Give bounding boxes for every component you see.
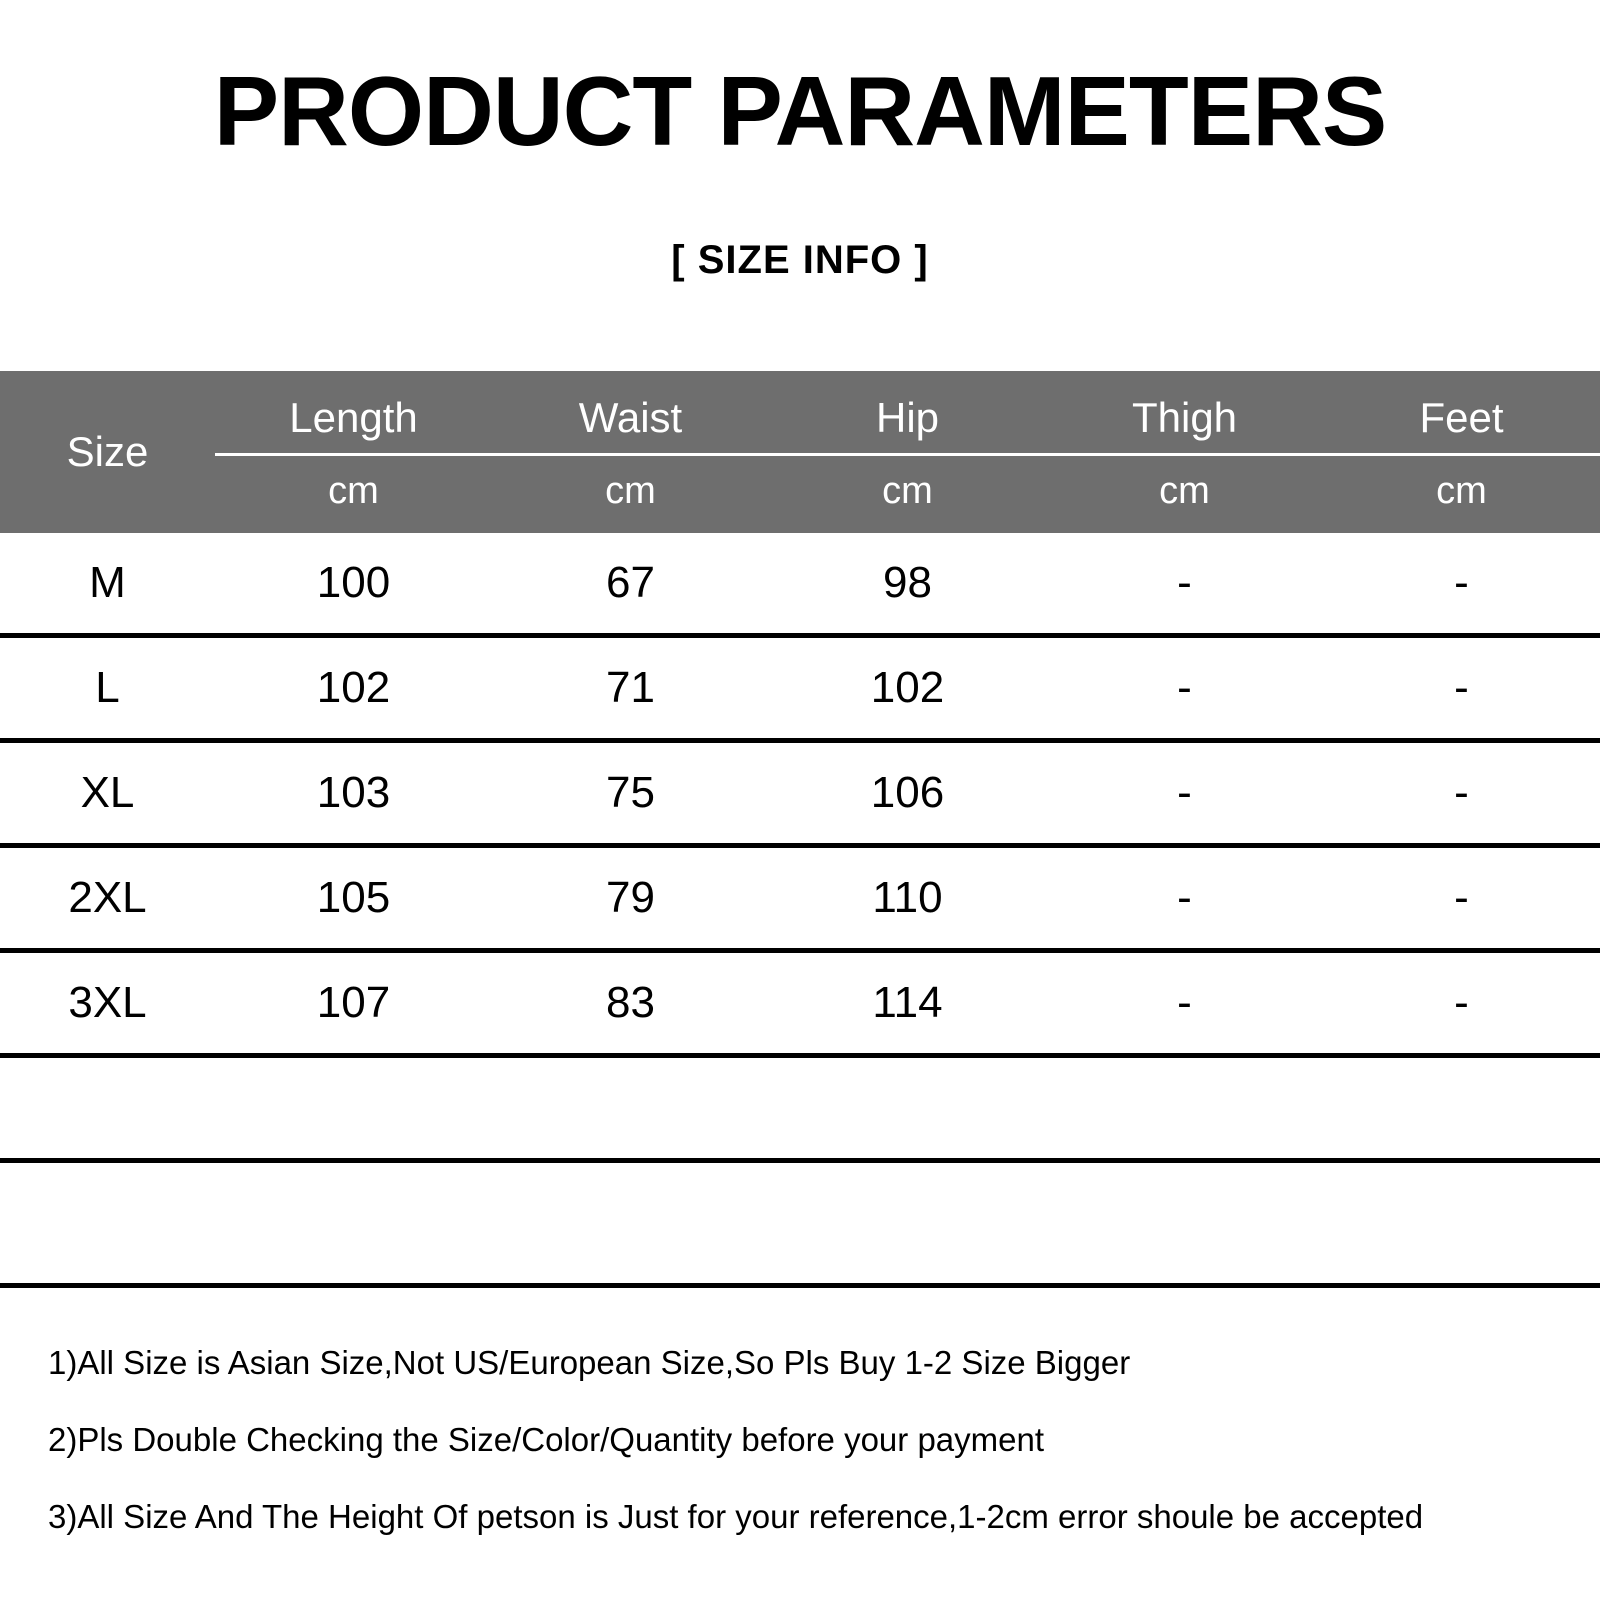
- table-row: [0, 741, 1600, 846]
- cell-waist: 67: [492, 533, 769, 636]
- notes-section: [0, 1346, 1600, 1533]
- note-item: 3)All Size And The Height Of petson is Just for your reference,1-2cm error shoule be accepted: [48, 1498, 1424, 1535]
- cell-empty: [492, 1056, 769, 1161]
- size-info-table: [0, 371, 1600, 1288]
- table-row-empty: [0, 1161, 1600, 1286]
- table-row: [0, 846, 1600, 951]
- note-item: 1)All Size is Asian Size,Not US/European Size,So Pls Buy 1-2 Size Bigger: [48, 1344, 1131, 1381]
- cell-empty: [769, 1056, 1046, 1161]
- cell-waist: 71: [492, 636, 769, 741]
- column-header-feet: [1323, 371, 1600, 533]
- column-header-thigh-label: Thigh: [1131, 394, 1238, 441]
- cell-size: M: [0, 533, 215, 636]
- cell-hip: 114: [769, 951, 1046, 1056]
- cell-empty: [1323, 1056, 1600, 1161]
- column-header-hip-label: Hip: [875, 394, 940, 441]
- cell-hip: 106: [769, 741, 1046, 846]
- cell-thigh: -: [1046, 741, 1323, 846]
- column-header-waist-unit: cm: [605, 470, 656, 512]
- column-header-waist-label: Waist: [578, 394, 683, 441]
- cell-waist: 75: [492, 741, 769, 846]
- note-item: 2)Pls Double Checking the Size/Color/Quantity before your payment: [48, 1421, 1045, 1458]
- cell-empty: [1323, 1161, 1600, 1286]
- cell-empty: [492, 1161, 769, 1286]
- cell-size: XL: [0, 741, 215, 846]
- table-row: [0, 636, 1600, 741]
- column-header-waist: [492, 371, 769, 533]
- cell-empty: [215, 1161, 492, 1286]
- column-header-thigh: [1046, 371, 1323, 533]
- cell-length: 103: [215, 741, 492, 846]
- cell-feet: -: [1323, 951, 1600, 1056]
- section-subtitle: [ SIZE INFO ]: [671, 238, 929, 282]
- page-title: PRODUCT PARAMETERS: [213, 56, 1387, 166]
- cell-feet: -: [1323, 533, 1600, 636]
- cell-hip: 98: [769, 533, 1046, 636]
- cell-hip: 102: [769, 636, 1046, 741]
- column-header-feet-unit: cm: [1436, 470, 1487, 512]
- table-row-empty: [0, 1056, 1600, 1161]
- column-header-hip-unit: cm: [882, 470, 933, 512]
- cell-thigh: -: [1046, 846, 1323, 951]
- cell-waist: 79: [492, 846, 769, 951]
- cell-length: 102: [215, 636, 492, 741]
- column-header-length-unit: cm: [328, 470, 379, 512]
- size-table-body: [0, 533, 1600, 1286]
- cell-thigh: -: [1046, 533, 1323, 636]
- cell-empty: [0, 1056, 215, 1161]
- cell-empty: [215, 1056, 492, 1161]
- cell-thigh: -: [1046, 636, 1323, 741]
- cell-hip: 110: [769, 846, 1046, 951]
- column-header-thigh-unit: cm: [1159, 470, 1210, 512]
- cell-length: 105: [215, 846, 492, 951]
- column-header-size: Size: [66, 428, 149, 475]
- cell-feet: -: [1323, 741, 1600, 846]
- cell-empty: [1046, 1161, 1323, 1286]
- column-header-length-label: Length: [289, 394, 418, 441]
- cell-thigh: -: [1046, 951, 1323, 1056]
- table-header-row: [0, 371, 1600, 533]
- cell-size: L: [0, 636, 215, 741]
- cell-waist: 83: [492, 951, 769, 1056]
- cell-length: 107: [215, 951, 492, 1056]
- column-header-hip: [769, 371, 1046, 533]
- cell-feet: -: [1323, 846, 1600, 951]
- cell-size: 2XL: [0, 846, 215, 951]
- cell-empty: [769, 1161, 1046, 1286]
- cell-size: 3XL: [0, 951, 215, 1056]
- table-row: [0, 951, 1600, 1056]
- cell-empty: [0, 1161, 215, 1286]
- size-table-container: [0, 371, 1600, 1288]
- column-header-feet-label: Feet: [1419, 394, 1504, 441]
- table-row: [0, 533, 1600, 636]
- cell-feet: -: [1323, 636, 1600, 741]
- cell-length: 100: [215, 533, 492, 636]
- cell-empty: [1046, 1056, 1323, 1161]
- size-table-head: [0, 371, 1600, 533]
- column-header-length: [215, 371, 492, 533]
